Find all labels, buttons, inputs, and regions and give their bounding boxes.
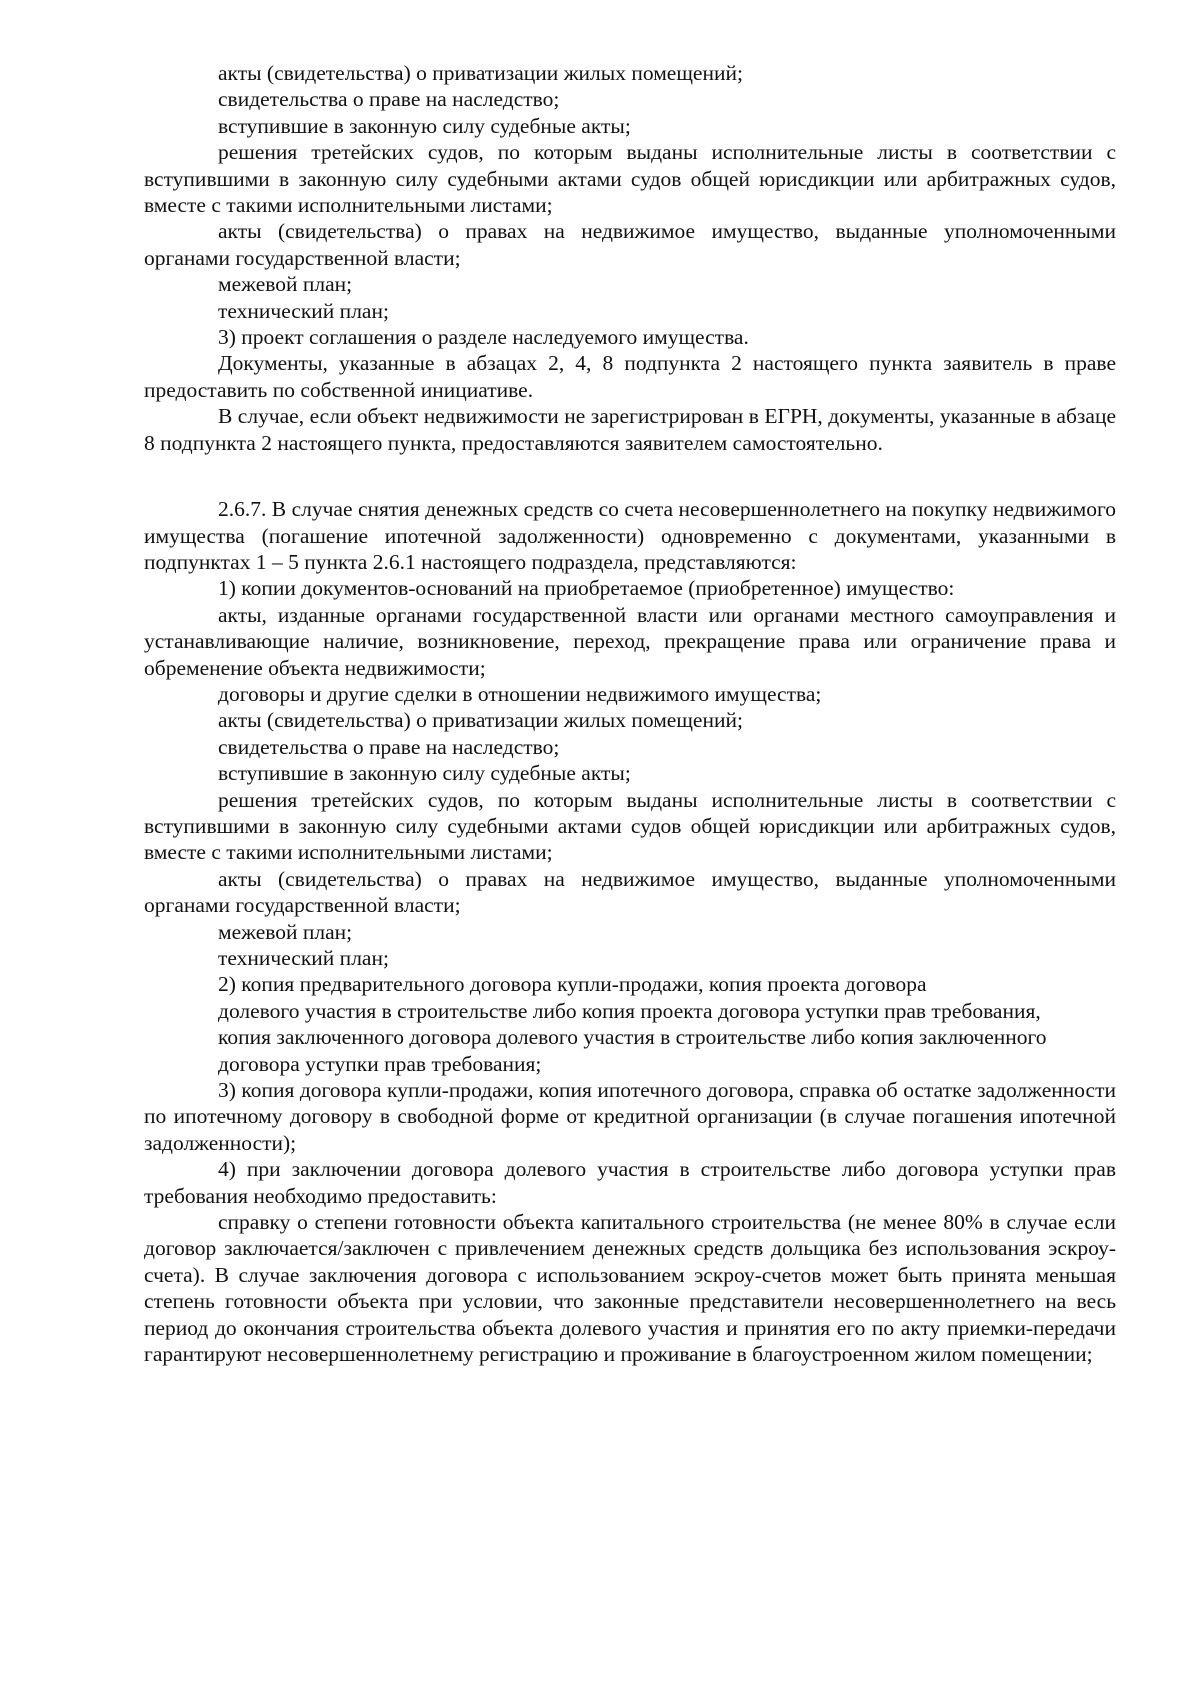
paragraph: вступившие в законную силу судебные акты; [218,113,631,138]
paragraph: вступившие в законную силу судебные акты; [218,761,631,786]
paragraph: акты, изданные органами государственной власти или органами местного самоуправления и устанавливающие наличие, возникновение, переход, прекращение права или ограничение права и обременение объекта недвижимости; [144,602,1116,680]
paragraph: технический план; [218,946,389,970]
paragraph: акты (свидетельства) о правах на недвижимое имущество, выданные уполномоченными органами государственной власти; [144,866,1116,918]
paragraph: 1) копии документов-оснований на приобретаемое (приобретенное) имущество: [218,576,955,601]
paragraph: акты (свидетельства) о приватизации жилых помещений; [218,708,743,733]
paragraph: договора уступки прав требования; [218,1051,542,1076]
paragraph: В случае, если объект недвижимости не зарегистрирован в ЕГРН, документы, указанные в абзаце 8 подпункта 2 настоящего пункта, предоставляются заявителем самостоятельно. [144,404,1116,455]
paragraph: решения третейских судов, по которым выданы исполнительные листы в соответствии с вступившими в законную силу судебными актами судов общей юрисдикции или арбитражных судов, вместе с такими исполнительными листами; [144,787,1116,865]
paragraph: 4) при заключении договора долевого участия в строительстве либо договора уступки прав требования необходимо предоставить: [144,1157,1116,1208]
paragraph: межевой план; [218,272,353,297]
paragraph: 3) копия договора купли-продажи, копия ипотечного договора, справка об остатке задолженности по ипотечному договору в свободной форме от кредитной организации (в случае погашения ипотечной задолженности); [144,1078,1116,1155]
paragraph: межевой план; [218,919,353,944]
paragraph: долевого участия в строительстве либо копия проекта договора уступки прав требования, [218,998,1041,1023]
paragraph: 3) проект соглашения о разделе наследуемого имущества. [218,325,749,350]
section-heading-paragraph: 2.6.7. В случае снятия денежных средств со счета несовершеннолетнего на покупку недвижимого имущества (погашение ипотечной задолженности) одновременно с документами, указанными в подпунктах 1 – 5 пункта 2.6.1 настоящего подраздела, представляются: [144,497,1116,574]
paragraph: договоры и другие сделки в отношении недвижимого имущества; [218,681,822,706]
paragraph: свидетельства о праве на наследство; [218,87,560,112]
section-spacer [144,456,1116,496]
paragraph: решения третейских судов, по которым выданы исполнительные листы в соответствии с вступившими в законную силу судебными актами судов общей юрисдикции или арбитражных судов, вместе с такими исполнительными листами; [144,140,1116,218]
paragraph: акты (свидетельства) о приватизации жилых помещений; [218,61,743,85]
paragraph: 2) копия предварительного договора купли-продажи, копия проекта договора [218,972,927,997]
paragraph: акты (свидетельства) о правах на недвижимое имущество, выданные уполномоченными органами государственной власти; [144,219,1116,270]
paragraph: свидетельства о праве на наследство; [218,734,560,759]
paragraph: Документы, указанные в абзацах 2, 4, 8 подпункта 2 настоящего пункта заявитель в праве предоставить по собственной инициативе. [144,351,1116,402]
paragraph: копия заключенного договора долевого участия в строительстве либо копия заключенного [218,1025,1047,1050]
paragraph: справку о степени готовности объекта капитального строительства (не менее 80% в случае если договор заключается/заключен с привлечением денежных средств дольщика без использования эскроу-счета). В случае заключения договора с использованием эскроу-счетов может быть принята меньшая степень готовности объекта при условии, что законные представители несовершеннолетнего на весь период до окончания строительства объекта долевого участия и принятия его по акту приемки-передачи гарантируют несовершеннолетнему регистрацию и проживание в благоустроенном жилом помещении; [144,1210,1116,1367]
paragraph: технический план; [218,298,389,323]
